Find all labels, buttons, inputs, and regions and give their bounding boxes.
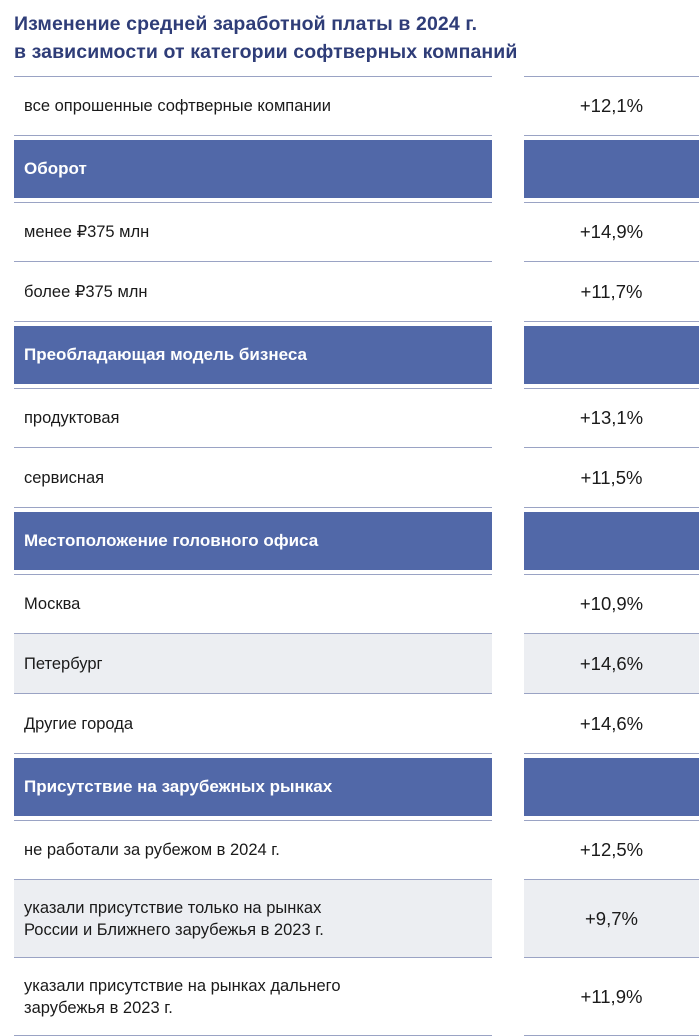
section-value-cell	[524, 140, 699, 198]
column-gap	[492, 76, 524, 136]
column-gap	[492, 326, 524, 384]
category-label	[14, 958, 492, 1036]
value-cell: +14,9%	[524, 202, 699, 262]
column-gap	[492, 758, 524, 816]
value-cell: +9,7%	[524, 880, 699, 958]
category-label	[14, 202, 492, 262]
page-title	[0, 0, 699, 66]
category-label	[14, 694, 492, 754]
category-text: не работали за рубежом в 2024 г.	[24, 841, 280, 859]
table-row	[0, 820, 699, 880]
category-text: Преобладающая модель бизнеса	[24, 345, 307, 364]
category-label	[14, 448, 492, 508]
category-text: указали присутствие только на рынках России и Ближнего зарубежья в 2023 г.	[24, 898, 324, 939]
table-row	[0, 262, 699, 322]
value-cell: +11,9%	[524, 958, 699, 1036]
section-value-cell	[524, 512, 699, 570]
category-text: продуктовая	[24, 409, 120, 427]
column-gap	[492, 140, 524, 198]
category-label	[14, 634, 492, 694]
category-label	[14, 574, 492, 634]
column-gap	[492, 448, 524, 508]
value-cell: +12,1%	[524, 76, 699, 136]
category-text: указали присутствие на рынках дальнего зарубежья в 2023 г.	[24, 976, 341, 1017]
category-text: сервисная	[24, 468, 105, 487]
category-label	[14, 880, 492, 958]
table-section-row	[0, 758, 699, 816]
table-row	[0, 388, 699, 448]
page-title-line-2: в зависимости от категории софтверных компаний	[14, 41, 518, 63]
section-label	[14, 758, 492, 816]
column-gap	[492, 958, 524, 1036]
category-text: менее ₽375 млн	[24, 223, 150, 241]
table-row	[0, 880, 699, 958]
category-label	[14, 820, 492, 880]
table-section-row	[0, 512, 699, 570]
column-gap	[492, 202, 524, 262]
table-row	[0, 634, 699, 694]
section-label	[14, 326, 492, 384]
value-cell: +11,7%	[524, 262, 699, 322]
section-label	[14, 140, 492, 198]
table-row	[0, 76, 699, 136]
value-cell: +14,6%	[524, 634, 699, 694]
table-row	[0, 694, 699, 754]
value-cell: +10,9%	[524, 574, 699, 634]
value-cell: +12,5%	[524, 820, 699, 880]
column-gap	[492, 574, 524, 634]
section-value-cell	[524, 326, 699, 384]
category-label	[14, 388, 492, 448]
category-text: Присутствие на зарубежных рынках	[24, 777, 333, 796]
section-value-cell	[524, 758, 699, 816]
page-title-line-1: Изменение средней заработной платы в 2024 г.	[14, 13, 478, 35]
table-row	[0, 202, 699, 262]
salary-change-table	[0, 76, 699, 1036]
column-gap	[492, 880, 524, 958]
value-cell: +11,5%	[524, 448, 699, 508]
category-text: Другие города	[24, 714, 134, 733]
table-section-row	[0, 326, 699, 384]
category-text-line-2: России и Ближнего зарубежья в 2023 г.	[24, 920, 324, 939]
category-text: Москва	[24, 595, 81, 613]
category-label	[14, 262, 492, 322]
table-section-row	[0, 140, 699, 198]
column-gap	[492, 388, 524, 448]
category-label	[14, 76, 492, 136]
column-gap	[492, 820, 524, 880]
column-gap	[492, 634, 524, 694]
column-gap	[492, 262, 524, 322]
table-row	[0, 574, 699, 634]
value-cell: +14,6%	[524, 694, 699, 754]
table-row	[0, 958, 699, 1036]
section-label	[14, 512, 492, 570]
category-text: Петербург	[24, 654, 103, 673]
category-text: все опрошенные софтверные компании	[24, 97, 331, 115]
column-gap	[492, 512, 524, 570]
value-cell: +13,1%	[524, 388, 699, 448]
column-gap	[492, 694, 524, 754]
category-text-line-2: зарубежья в 2023 г.	[24, 998, 173, 1017]
category-text: Местоположение головного офиса	[24, 531, 319, 550]
table-row	[0, 448, 699, 508]
category-text: более ₽375 млн	[24, 282, 148, 301]
category-text: Оборот	[24, 159, 87, 178]
